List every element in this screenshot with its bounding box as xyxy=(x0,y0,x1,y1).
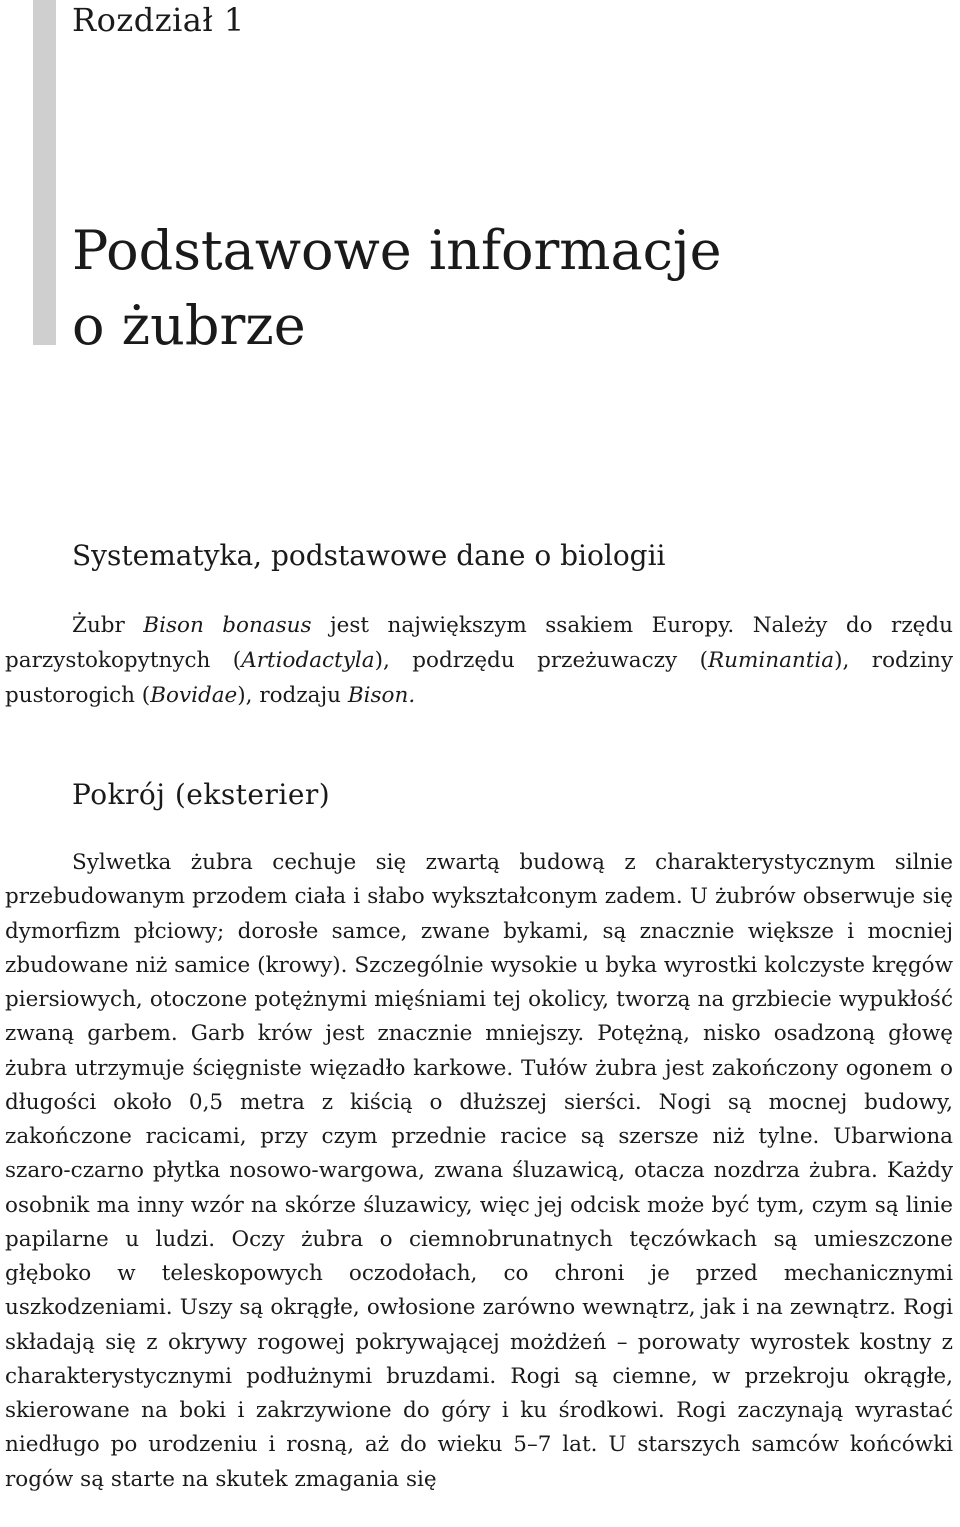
latin-name: Artiodactyla xyxy=(241,648,375,673)
text-run: ), rodziny pustorogich ( xyxy=(5,648,953,708)
chapter-label: Rozdział 1 xyxy=(72,1,245,39)
section-heading-pokroj: Pokrój (eksterier) xyxy=(72,778,331,811)
latin-name: Bison. xyxy=(347,683,416,708)
chapter-title-line-1: Podstawowe informacje xyxy=(72,219,722,282)
paragraph-pokroj: Sylwetka żubra cechuje się zwartą budową z charakterystycznym silnie przebudowanym przodem ciała i słabo wykształconym zadem. U żubrów obserwuje się dymorfizm płciowy; dorosłe samce, zwane bykami, są znacznie większe i mocniej zbudowane niż samice (krowy). Szczególnie wysokie u byka wyrostki kolczyste kręgów piersiowych, otoczone potężnymi mięśniami tej okolicy, tworzą na grzbiecie wypukłość zwaną garbem. Garb krów jest znacznie mniejszy. Potężną, nisko osadzoną głowę żubra utrzymuje ścięgniste więzadło karkowe. Tułów żubra jest zakończony ogonem o długości około 0,5 metra z kiścią o dłuższej sierści. Nogi są mocnej budowy, zakończone racicami, przy czym przednie racice są szersze niż tylne. Ubarwiona szaro-czarno płytka nosowo-wargowa, zwana śluzawicą, otacza nozdrza żubra. Każdy osobnik ma inny wzór na skórze śluzawicy, więc jej odcisk może być tym, czym są linie papilarne u ludzi. Oczy żubra o ciemnobrunatnych tęczówkach są umieszczone głęboko w teleskopowych oczodołach, co chroni je przed mechanicznymi uszkodzeniami. Uszy są okrągłe, owłosione zarówno wewnątrz, jak i na zewnątrz. Rogi składają się z okrywy rogowej pokrywającej możdżeń – porowaty wyrostek kostny z charakterystycznymi podłużnymi bruzdami. Rogi są ciemne, w przekroju okrągłe, skierowane na boki i zakrzywione do góry i ku środkowi. Rogi zaczynają wyrastać niedługo po urodzeniu i rosną, aż do wieku 5–7 lat. U starszych samców końcówki rogów są starte na skutek zmagania się xyxy=(5,850,953,1492)
chapter-title xyxy=(72,213,932,363)
text-run: Żubr xyxy=(72,613,144,638)
section-heading-systematyka: Systematyka, podstawowe dane o biologii xyxy=(72,539,666,572)
paragraph-systematyka xyxy=(5,608,953,713)
text-run: ), podrzędu przeżuwaczy ( xyxy=(374,648,708,673)
chapter-side-bar xyxy=(33,0,56,345)
latin-name: Bovidae xyxy=(150,683,238,708)
chapter-title-line-2: o żubrze xyxy=(72,294,306,357)
latin-name: Bison bonasus xyxy=(143,613,312,638)
latin-name: Ruminantia xyxy=(707,648,835,673)
text-run: ), rodzaju xyxy=(237,683,348,708)
text-run: jest największym ssakiem Europy. Należy do rzędu parzystokopytnych ( xyxy=(5,613,953,673)
